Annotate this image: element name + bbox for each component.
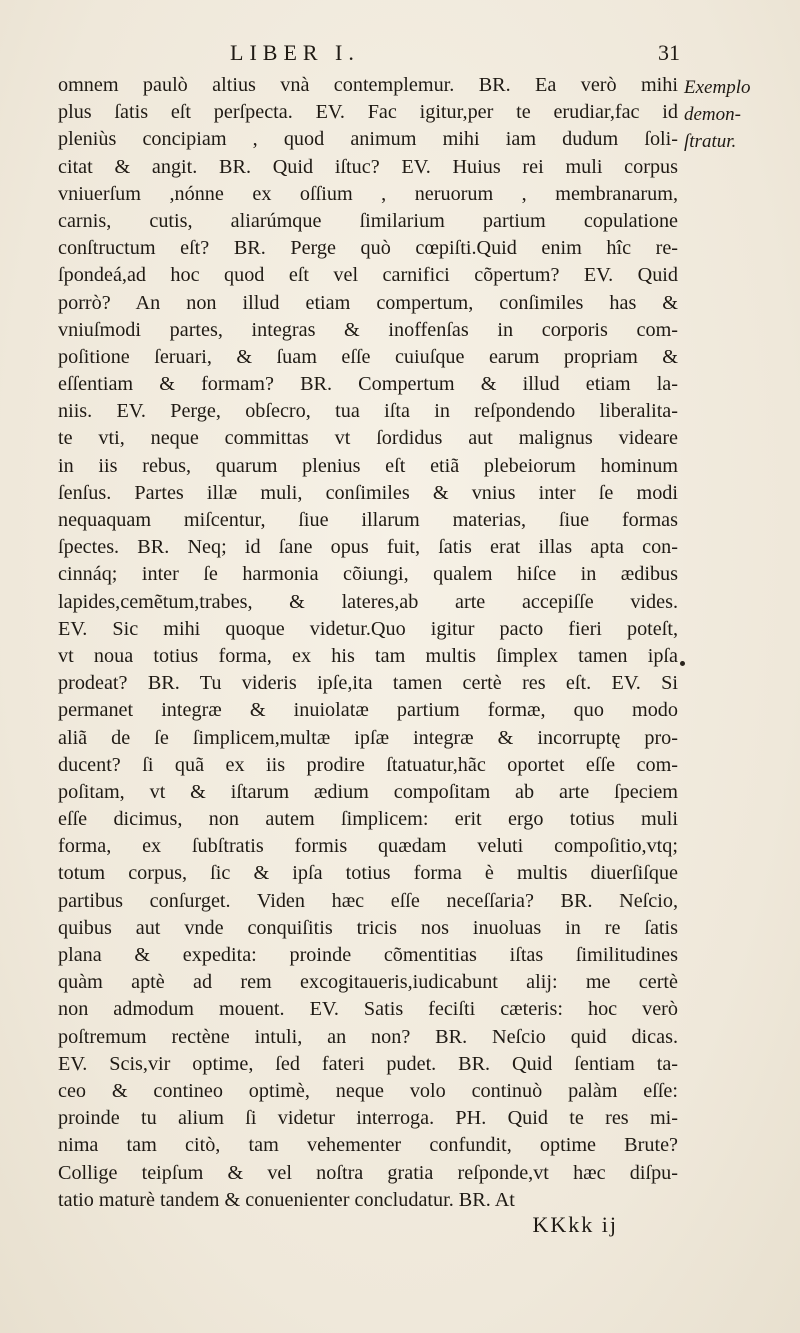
text-line: forma, ex ſubſtratis formis quædam veluti compoſitio,vtq; <box>58 835 678 858</box>
margin-note: Exemplo <box>684 77 751 98</box>
page-number: 31 <box>658 40 680 65</box>
text-line: poſitione ſeruari, & ſuam eſſe cuiuſque earum propriam & <box>58 345 678 368</box>
text-line: non admodum mouent. EV. Satis feciſti cæteris: hoc verò <box>58 998 678 1021</box>
text-line: cinnáq; inter ſe harmonia cõiungi, qualem hiſce in ædibus <box>58 563 678 586</box>
text-line: quàm aptè ad rem excogitaueris,iudicabunt alij: me certè <box>58 971 678 994</box>
text-line: ſpectes. BR. Neq; id ſane opus fuit, ſatis erat illas apta con- <box>58 536 678 559</box>
text-line: poſitam, vt & iſtarum ædium compoſitam ab arte ſpeciem <box>58 780 678 803</box>
text-line: ceo & contineo optimè, neque volo continuò palàm eſſe: <box>58 1079 678 1102</box>
margin-note: demon- <box>684 104 741 126</box>
text-line: conſtructum eſt? BR. Perge quò cœpiſti.Quid enim hîc re- <box>58 237 678 260</box>
text-line: poſtremum rectène intuli, an non? BR. Neſcio quid dicas. <box>58 1025 678 1048</box>
text-line: aliã de ſe ſimplicem,multæ ipſæ integræ & incorruptę pro- <box>58 726 678 749</box>
running-head: LIBER I. <box>230 40 360 65</box>
text-line: eſſe dicimus, non autem ſimplicem: erit ergo totius muli <box>58 808 678 831</box>
text-line: carnis, cutis, aliarúmque ſimilarium partium copulatione <box>58 209 678 232</box>
text-line: lapides,cemẽtum,trabes, & lateres,ab arte accepiſſe vides. <box>58 590 678 613</box>
text-line: quibus aut vnde conquiſitis tricis nos inuoluas in re ſatis <box>58 916 678 939</box>
text-line: citat & angit. BR. Quid iſtuc? EV. Huius rei muli corpus <box>58 155 678 178</box>
body-text <box>58 72 678 1214</box>
margin-note: ſtratur. <box>684 131 737 153</box>
text-line: totum corpus, ſic & ipſa totius forma è multis diuerſiſque <box>58 862 678 885</box>
margin-notes <box>684 74 794 156</box>
text-line: tatio maturè tandem & conuenienter concludatur. BR. At <box>58 1188 515 1211</box>
text-line: ſenſus. Partes illæ muli, conſimiles & vnius inter ſe modi <box>58 481 678 504</box>
text-line: plana & expedita: proinde cõmentitias iſtas ſimilitudines <box>58 944 678 966</box>
text-line: Collige teipſum & vel noſtra gratia reſponde,vt hæc diſpu- <box>58 1161 678 1184</box>
text-line: vniuerſum ,nónne ex oſſium , neruorum , membranarum, <box>58 182 678 205</box>
page-header <box>60 40 740 70</box>
text-line: plus ſatis eſt perſpecta. EV. Fac igitur,per te erudiar,fac id <box>58 101 678 124</box>
text-line: nima tam citò, tam vehementer confundit, optime Brute? <box>58 1134 678 1157</box>
text-line: proinde tu alium ſi videtur interroga. PH. Quid te res mi- <box>58 1107 678 1130</box>
gathering-signature: KKkk ij <box>532 1212 618 1237</box>
text-line: omnem paulò altius vnà contemplemur. BR. Ea verò mihi <box>58 74 678 96</box>
text-line: nequaquam miſcentur, ſiue illarum materias, ſiue formas <box>58 509 678 531</box>
text-line: in iis rebus, quarum plenius eſt etiã plebeiorum hominum <box>58 454 678 477</box>
signature-line <box>58 1212 678 1238</box>
text-line: ſpondeá,ad hoc quod eſt vel carnifici cõpertum? EV. Quid <box>58 264 678 287</box>
text-line: prodeat? BR. Tu videris ipſe,ita tamen certè res eſt. EV. Si <box>58 672 678 695</box>
text-line: EV. Sic mihi quoque videtur.Quo igitur pacto fieri poteſt, <box>58 617 678 640</box>
text-line: EV. Scis,vir optime, ſed fateri pudet. BR. Quid ſentiam ta- <box>58 1052 678 1075</box>
text-line: ducent? ſi quã ex iis prodire ſtatuatur,hãc oportet eſſe com- <box>58 753 678 776</box>
text-line: vniuſmodi partes, integras & inoffenſas in corporis com- <box>58 318 678 341</box>
text-line: pleniùs concipiam , quod animum mihi iam dudum ſoli- <box>58 128 678 151</box>
text-line: permanet integræ & inuiolatæ partium formæ, quo modo <box>58 699 678 722</box>
ink-speck <box>680 661 685 666</box>
text-line: eſſentiam & formam? BR. Compertum & illud etiam la- <box>58 373 678 396</box>
text-line: partibus conſurget. Viden hæc eſſe neceſſaria? BR. Neſcio, <box>58 889 678 912</box>
text-line: vt noua totius forma, ex his tam multis ſimplex tamen ipſa <box>58 644 678 667</box>
text-line: te vti, neque committas vt ſordidus aut malignus videare <box>58 427 678 450</box>
text-line: porrò? An non illud etiam compertum, conſimiles has & <box>58 291 678 314</box>
text-line: niis. EV. Perge, obſecro, tua iſta in reſpondendo liberalita- <box>58 400 678 423</box>
